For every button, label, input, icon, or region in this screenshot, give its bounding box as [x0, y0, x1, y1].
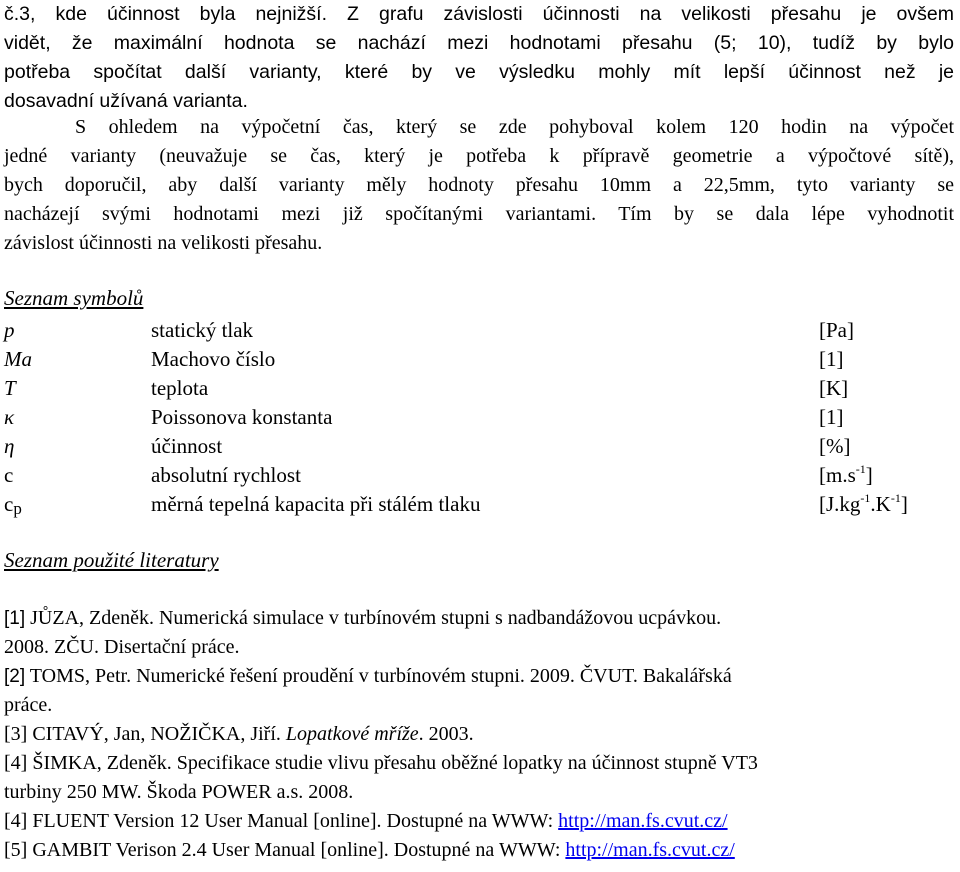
symbol-unit: [1]: [819, 347, 844, 371]
reference-text: GAMBIT Verison 2.4 User Manual [online]. Dostupné na WWW:: [32, 839, 566, 861]
symbol-unit: [K]: [819, 376, 849, 400]
symbol-unit: $[J.kg^{-1}.K^{-1}]$: [819, 491, 908, 516]
reference-item: [4, 807, 960, 836]
symbol-description: statický tlak: [151, 318, 254, 342]
symbol: κ: [4, 405, 15, 429]
reference-text: CITAVÝ, Jan, NOŽIČKA, Jiří. Lopatkové mříže. 2003.: [32, 723, 474, 745]
reference-number: [1]: [4, 608, 26, 629]
reference-text-continued: 2008. ZČU. Disertační práce.: [4, 636, 240, 658]
symbol-description: měrná tepelná kapacita při stálém tlaku: [151, 492, 481, 516]
reference-number: [3]: [4, 723, 28, 745]
symbol-description: Machovo číslo: [151, 347, 276, 371]
reference-text-continued: práce.: [4, 694, 53, 716]
paragraph-line: jedné varianty (neuvažuje se čas, který je potřeba k přípravě geometrie a výpočtové sítě),: [4, 145, 954, 167]
reference-item: [4, 836, 960, 865]
paragraph-line: nacházejí svými hodnotami mezi již spočítanými variantami. Tím by se dala lépe vyhodnotit: [4, 203, 954, 225]
symbol-row: [4, 374, 960, 403]
reference-number: [2]: [4, 666, 26, 687]
recommendation-paragraph: [4, 113, 954, 258]
intro-line: potřeba spočítat další varianty, které by ve výsledku mohly mít lepší účinnost než je: [4, 61, 954, 83]
reference-number: [4]: [4, 752, 28, 774]
symbol-unit: [1]: [819, 405, 844, 429]
reference-link[interactable]: http://man.fs.cvut.cz/: [558, 810, 728, 832]
reference-text: TOMS, Petr. Numerické řešení proudění v turbínovém stupni. 2009. ČVUT. Bakalářská: [29, 665, 732, 687]
paragraph-line: S ohledem na výpočetní čas, který se zde pohyboval kolem 120 hodin na výpočet: [75, 116, 954, 138]
intro-line: vidět, že maximální hodnota se nachází mezi hodnotami přesahu (5; 10), tudíž by bylo: [4, 32, 954, 54]
symbol: η: [4, 434, 15, 458]
symbol-row: [4, 490, 960, 519]
symbol: p: [4, 318, 15, 342]
intro-paragraph: [4, 0, 954, 116]
symbol-row: [4, 345, 960, 374]
symbol-description: absolutní rychlost: [151, 463, 301, 487]
symbol: cp: [4, 492, 22, 518]
symbol-description: teplota: [151, 376, 209, 400]
reference-item: [4, 720, 960, 749]
symbol-unit: $[m.s^{-1}]$: [819, 462, 873, 487]
reference-item: [4, 749, 960, 807]
symbol-unit: [%]: [819, 434, 851, 458]
reference-number: [4]: [4, 810, 28, 832]
reference-text: FLUENT Version 12 User Manual [online]. Dostupné na WWW:: [32, 810, 559, 832]
symbols-heading: Seznam symbolů: [4, 286, 144, 310]
reference-item: [4, 604, 960, 662]
symbol-row: [4, 432, 960, 461]
symbol-row: [4, 316, 960, 345]
symbol-row: [4, 403, 960, 432]
symbols-table: [4, 316, 960, 519]
symbol: c: [4, 463, 14, 487]
symbol-description: účinnost: [151, 434, 223, 458]
symbol-row: [4, 461, 960, 490]
symbol-description: Poissonova konstanta: [151, 405, 333, 429]
intro-line: č.3, kde účinnost byla nejnižší. Z grafu závislosti účinnosti na velikosti přesahu je ovšem: [4, 3, 954, 25]
intro-line: dosavadní užívaná varianta.: [4, 90, 248, 112]
references-list: [4, 604, 960, 865]
paragraph-line: bych doporučil, aby další varianty měly hodnoty přesahu 10mm a 22,5mm, tyto varianty se: [4, 174, 954, 196]
reference-item: [4, 662, 960, 720]
symbol: T: [4, 376, 16, 400]
symbol-unit: [Pa]: [819, 318, 854, 342]
reference-text-continued: turbiny 250 MW. Škoda POWER a.s. 2008.: [4, 781, 354, 803]
literature-heading: Seznam použité literatury: [4, 548, 219, 572]
reference-text: ŠIMKA, Zdeněk. Specifikace studie vlivu přesahu oběžné lopatky na účinnost stupně VT3: [32, 752, 758, 774]
symbol: Ma: [4, 347, 32, 371]
reference-text: JŮZA, Zdeněk. Numerická simulace v turbínovém stupni s nadbandážovou ucpávkou.: [30, 607, 722, 629]
reference-number: [5]: [4, 839, 28, 861]
reference-link[interactable]: http://man.fs.cvut.cz/: [565, 839, 735, 861]
paragraph-line: závislost účinnosti na velikosti přesahu.: [4, 232, 323, 254]
